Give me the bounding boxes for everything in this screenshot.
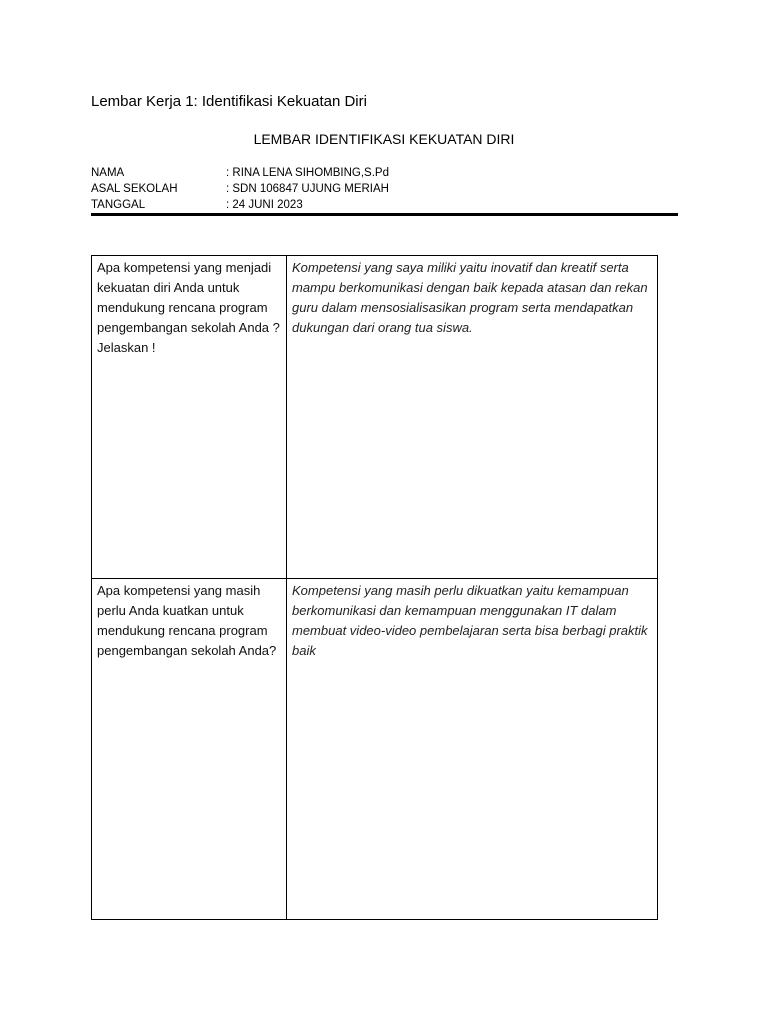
answer-cell[interactable] bbox=[287, 256, 658, 579]
worksheet-heading: Lembar Kerja 1: Identifikasi Kekuatan Diri bbox=[91, 93, 367, 110]
question-text: Apa kompetensi yang masih perlu Anda kuatkan untuk mendukung rencana program pengembangan sekolah Anda? bbox=[97, 583, 277, 658]
date-label: TANGGAL bbox=[91, 199, 146, 211]
answer-text[interactable]: Kompetensi yang saya miliki yaitu inovatif dan kreatif serta mampu berkomunikasi dengan baik kepada atasan dan rekan guru dalam mensosialisasikan program serta mendapatkan dukungan dari orang tua siswa. bbox=[292, 260, 648, 335]
competency-table bbox=[91, 255, 658, 920]
date-value: : 24 JUNI 2023 bbox=[226, 199, 303, 211]
name-label: NAMA bbox=[91, 167, 125, 179]
info-row-name bbox=[91, 165, 526, 181]
name-value: : RINA LENA SIHOMBING,S.Pd bbox=[226, 167, 389, 179]
question-cell bbox=[92, 256, 287, 579]
table-row bbox=[92, 579, 658, 920]
info-row-school bbox=[91, 181, 526, 197]
school-value: : SDN 106847 UJUNG MERIAH bbox=[226, 183, 389, 195]
question-text: Apa kompetensi yang menjadi kekuatan diri Anda untuk mendukung rencana program pengembangan sekolah Anda ? Jelaskan ! bbox=[97, 260, 280, 355]
header-divider bbox=[91, 213, 678, 216]
table-row bbox=[92, 256, 658, 579]
school-label: ASAL SEKOLAH bbox=[91, 183, 178, 195]
identity-info bbox=[91, 165, 526, 213]
question-cell bbox=[92, 579, 287, 920]
answer-cell[interactable] bbox=[287, 579, 658, 920]
info-row-date bbox=[91, 197, 526, 213]
answer-text[interactable]: Kompetensi yang masih perlu dikuatkan yaitu kemampuan berkomunikasi dan kemampuan menggunakan IT dalam membuat video-video pembelajaran serta bisa berbagi praktik baik bbox=[292, 583, 648, 658]
document-title: LEMBAR IDENTIFIKASI KEKUATAN DIRI bbox=[253, 131, 515, 147]
